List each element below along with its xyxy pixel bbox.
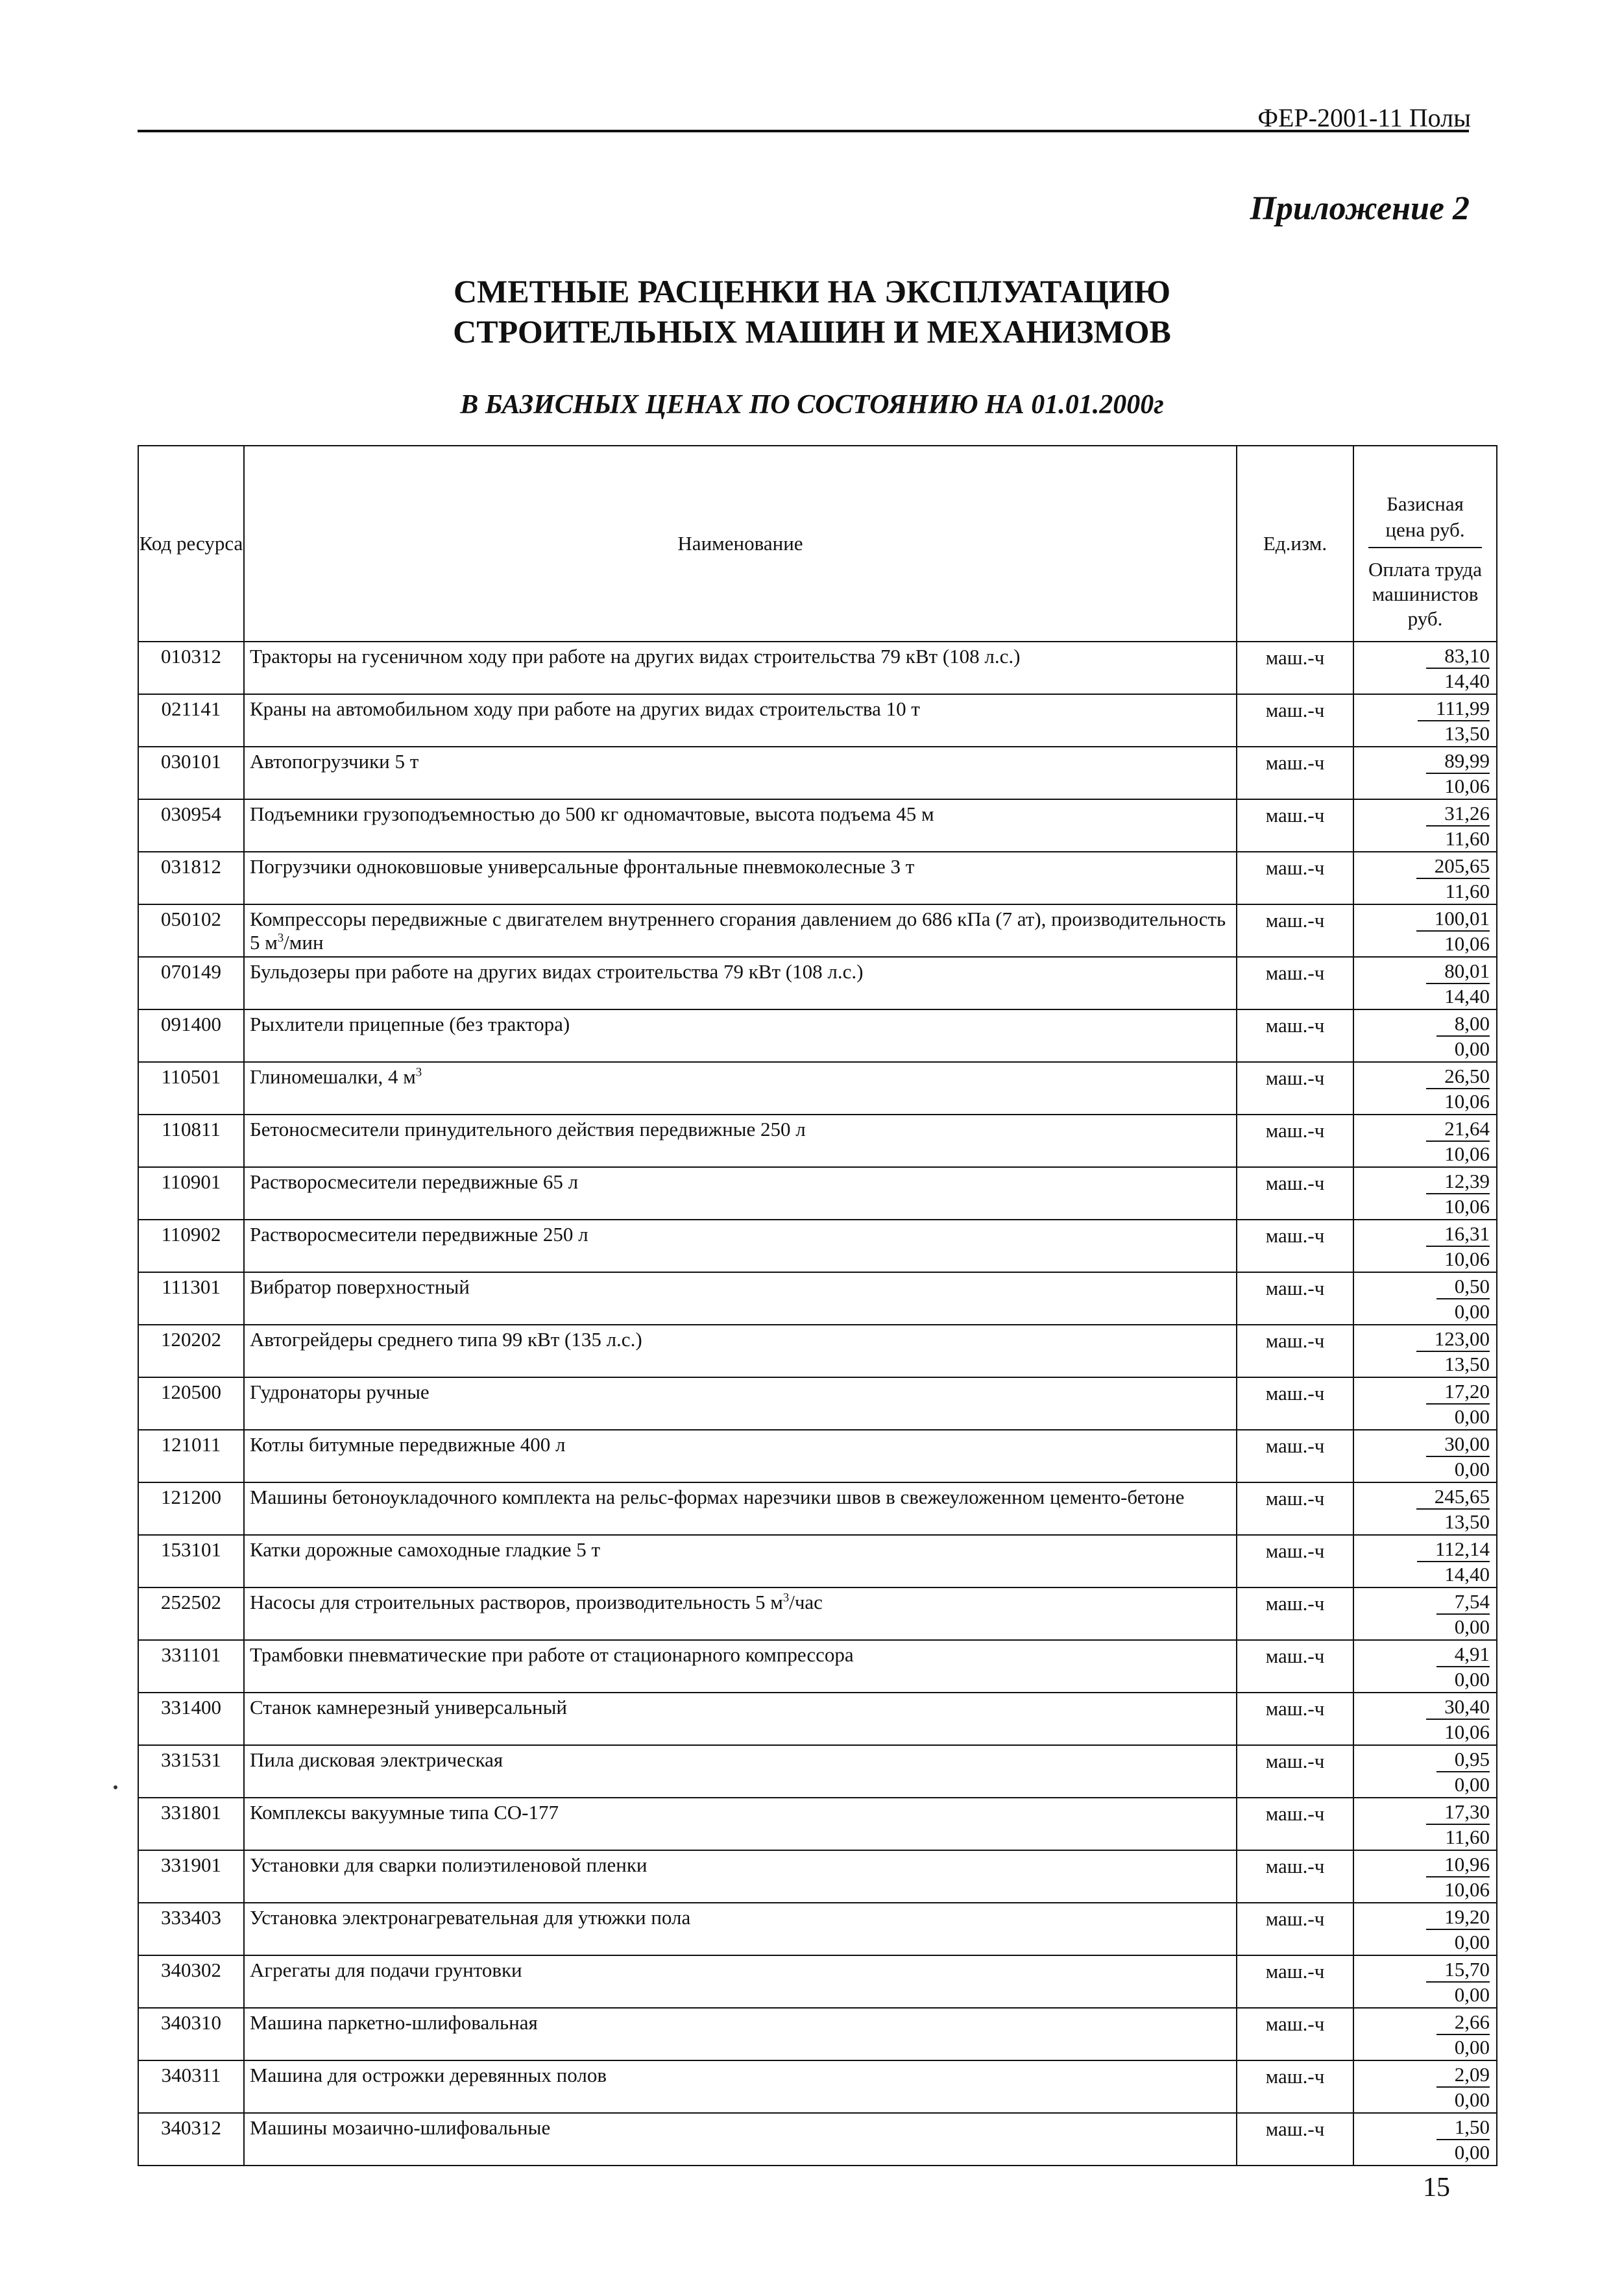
resource-code: 010312 [138, 642, 244, 694]
price-cell [1353, 1798, 1497, 1850]
price-cell [1353, 1745, 1497, 1798]
resource-code: 340310 [138, 2008, 244, 2060]
column-header-code: Код ресурса [138, 446, 244, 642]
base-price: 2,09 [1436, 2063, 1490, 2088]
base-price: 112,14 [1417, 1538, 1490, 1562]
operator-wage: 14,40 [1444, 1563, 1490, 1586]
unit-of-measure: маш.-ч [1237, 2060, 1353, 2113]
operator-wage: 0,00 [1454, 1405, 1490, 1428]
table-row [138, 852, 1497, 904]
unit-of-measure: маш.-ч [1237, 1430, 1353, 1482]
base-price: 89,99 [1426, 749, 1490, 774]
resource-code: 120202 [138, 1325, 244, 1377]
unit-of-measure: маш.-ч [1237, 1535, 1353, 1587]
unit-of-measure: маш.-ч [1237, 1009, 1353, 1062]
column-header-base-price: Базисная цена руб. [1368, 452, 1482, 548]
operator-wage: 0,00 [1454, 1615, 1490, 1638]
operator-wage: 0,00 [1454, 1983, 1490, 2006]
table-row [138, 1220, 1497, 1272]
unit-of-measure: маш.-ч [1237, 694, 1353, 747]
price-cell [1353, 2113, 1497, 2166]
resource-name: Рыхлители прицепные (без трактора) [244, 1009, 1237, 1062]
resource-code: 070149 [138, 957, 244, 1009]
price-cell [1353, 1272, 1497, 1325]
operator-wage: 14,40 [1444, 985, 1490, 1008]
resource-code: 031812 [138, 852, 244, 904]
price-cell [1353, 1062, 1497, 1115]
table-row [138, 1587, 1497, 1640]
base-price: 123,00 [1416, 1327, 1490, 1352]
base-price: 0,50 [1436, 1275, 1490, 1299]
table-row [138, 1377, 1497, 1430]
unit-of-measure: маш.-ч [1237, 1798, 1353, 1850]
resource-name: Котлы битумные передвижные 400 л [244, 1430, 1237, 1482]
base-price: 17,20 [1426, 1380, 1490, 1405]
unit-of-measure: маш.-ч [1237, 2113, 1353, 2166]
operator-wage: 10,06 [1444, 932, 1490, 955]
price-cell [1353, 642, 1497, 694]
unit-of-measure: маш.-ч [1237, 642, 1353, 694]
resource-code: 030101 [138, 747, 244, 799]
price-cell [1353, 747, 1497, 799]
base-price: 8,00 [1436, 1012, 1490, 1037]
base-price: 17,30 [1426, 1800, 1490, 1825]
operator-wage: 13,50 [1444, 722, 1490, 745]
base-price: 26,50 [1426, 1065, 1490, 1089]
unit-of-measure: маш.-ч [1237, 1587, 1353, 1640]
table-row [138, 642, 1497, 694]
price-cell [1353, 1955, 1497, 2008]
table-row [138, 2113, 1497, 2166]
base-price: 15,70 [1426, 1958, 1490, 1983]
price-cell [1353, 1850, 1497, 1903]
table-row [138, 694, 1497, 747]
table-row [138, 1430, 1497, 1482]
resource-name: Краны на автомобильном ходу при работе на других видах строительства 10 т [244, 694, 1237, 747]
base-price: 12,39 [1426, 1170, 1490, 1194]
table-row [138, 1903, 1497, 1955]
base-price: 0,95 [1436, 1748, 1490, 1772]
table-row [138, 1482, 1497, 1535]
resource-name: Машины бетоноукладочного комплекта на рельс-формах нарезчики швов в свежеуложенном цементо-бетоне [244, 1482, 1237, 1535]
table-row [138, 1115, 1497, 1167]
table-row [138, 1272, 1497, 1325]
base-price: 31,26 [1426, 802, 1490, 827]
resource-name: Станок камнерезный универсальный [244, 1693, 1237, 1745]
base-price: 4,91 [1436, 1643, 1490, 1667]
operator-wage: 0,00 [1454, 1458, 1490, 1480]
resource-code: 333403 [138, 1903, 244, 1955]
price-cell [1353, 1220, 1497, 1272]
resource-code: 121200 [138, 1482, 244, 1535]
column-header-name: Наименование [244, 446, 1237, 642]
price-cell [1353, 957, 1497, 1009]
title-line-2: СТРОИТЕЛЬНЫХ МАШИН И МЕХАНИЗМОВ [453, 313, 1171, 350]
base-price: 19,20 [1426, 1905, 1490, 1930]
unit-of-measure: маш.-ч [1237, 1640, 1353, 1693]
resource-name: Глиномешалки, 4 $м^3$ [244, 1062, 1237, 1115]
price-cell [1353, 1167, 1497, 1220]
base-price: 80,01 [1426, 959, 1490, 984]
price-cell [1353, 1535, 1497, 1587]
price-cell [1353, 852, 1497, 904]
base-price: 7,54 [1436, 1590, 1490, 1615]
resource-name: Катки дорожные самоходные гладкие 5 т [244, 1535, 1237, 1587]
unit-of-measure: маш.-ч [1237, 1325, 1353, 1377]
title-line-1: СМЕТНЫЕ РАСЦЕНКИ НА ЭКСПЛУАТАЦИЮ [453, 273, 1171, 309]
table-row [138, 1167, 1497, 1220]
resource-name: Гудронаторы ручные [244, 1377, 1237, 1430]
operator-wage: 10,06 [1444, 1878, 1490, 1901]
base-price: 21,64 [1426, 1117, 1490, 1142]
price-cell [1353, 1377, 1497, 1430]
resource-name: Установки для сварки полиэтиленовой пленки [244, 1850, 1237, 1903]
resource-code: 340302 [138, 1955, 244, 2008]
table-header-row [138, 446, 1497, 642]
table-row [138, 1798, 1497, 1850]
resource-name: Растворосмесители передвижные 65 л [244, 1167, 1237, 1220]
resource-name: Подъемники грузоподъемностью до 500 кг одномачтовые, высота подъема 45 м [244, 799, 1237, 852]
resource-name: Пила дисковая электрическая [244, 1745, 1237, 1798]
operator-wage: 10,06 [1444, 1090, 1490, 1113]
unit-of-measure: маш.-ч [1237, 1272, 1353, 1325]
resource-code: 331101 [138, 1640, 244, 1693]
unit-of-measure: маш.-ч [1237, 957, 1353, 1009]
base-price: 30,00 [1426, 1432, 1490, 1457]
resource-name: Автогрейдеры среднего типа 99 кВт (135 л.с.) [244, 1325, 1237, 1377]
resource-name: Тракторы на гусеничном ходу при работе на других видах строительства 79 кВт (108 л.с.) [244, 642, 1237, 694]
table-row [138, 2060, 1497, 2113]
page-number: 15 [1423, 2173, 1450, 2203]
operator-wage: 0,00 [1454, 2088, 1490, 2111]
resource-name: Вибратор поверхностный [244, 1272, 1237, 1325]
table-row [138, 747, 1497, 799]
resource-code: 340312 [138, 2113, 244, 2166]
operator-wage: 10,06 [1444, 1195, 1490, 1218]
base-price: 2,66 [1436, 2010, 1490, 2035]
price-cell [1353, 1640, 1497, 1693]
table-row [138, 1955, 1497, 2008]
price-cell [1353, 1693, 1497, 1745]
table-row [138, 957, 1497, 1009]
resource-name: Погрузчики одноковшовые универсальные фронтальные пневмоколесные 3 т [244, 852, 1237, 904]
resource-code: 050102 [138, 904, 244, 957]
unit-of-measure: маш.-ч [1237, 1745, 1353, 1798]
resource-code: 091400 [138, 1009, 244, 1062]
unit-of-measure: маш.-ч [1237, 1955, 1353, 2008]
resource-name: Агрегаты для подачи грунтовки [244, 1955, 1237, 2008]
unit-of-measure: маш.-ч [1237, 799, 1353, 852]
operator-wage: 10,06 [1444, 1248, 1490, 1270]
base-price: 100,01 [1416, 907, 1490, 932]
base-price: 83,10 [1426, 644, 1490, 669]
operator-wage: 10,06 [1444, 1720, 1490, 1743]
table-row [138, 1062, 1497, 1115]
resource-name: Машина паркетно-шлифовальная [244, 2008, 1237, 2060]
base-price: 30,40 [1426, 1695, 1490, 1720]
price-cell [1353, 1009, 1497, 1062]
resource-name: Комплексы вакуумные типа СО-177 [244, 1798, 1237, 1850]
operator-wage: 0,00 [1454, 2141, 1490, 2164]
operator-wage: 11,60 [1445, 880, 1490, 902]
table-body [138, 642, 1497, 2166]
rates-table [138, 445, 1497, 2166]
resource-name: Машина для острожки деревянных полов [244, 2060, 1237, 2113]
table-row [138, 1640, 1497, 1693]
price-cell [1353, 2060, 1497, 2113]
resource-code: 110811 [138, 1115, 244, 1167]
operator-wage: 0,00 [1454, 1300, 1490, 1323]
resource-name: Машины мозаично-шлифовальные [244, 2113, 1237, 2166]
operator-wage: 0,00 [1454, 1668, 1490, 1691]
resource-name: Бульдозеры при работе на других видах строительства 79 кВт (108 л.с.) [244, 957, 1237, 1009]
resource-code: 252502 [138, 1587, 244, 1640]
table-row [138, 1325, 1497, 1377]
unit-of-measure: маш.-ч [1237, 1482, 1353, 1535]
resource-name: Бетоносмесители принудительного действия передвижные 250 л [244, 1115, 1237, 1167]
operator-wage: 10,06 [1444, 775, 1490, 797]
resource-code: 331901 [138, 1850, 244, 1903]
page-subtitle: В БАЗИСНЫХ ЦЕНАХ ПО СОСТОЯНИЮ НА 01.01.2000г [460, 390, 1164, 420]
operator-wage: 0,00 [1454, 1931, 1490, 1953]
unit-of-measure: маш.-ч [1237, 1377, 1353, 1430]
column-header-price [1353, 446, 1497, 642]
unit-of-measure: маш.-ч [1237, 1167, 1353, 1220]
resource-name: Компрессоры передвижные с двигателем внутреннего сгорания давлением до 686 кПа (7 ат), производительность 5 $м^3$/мин [244, 904, 1237, 957]
unit-of-measure: маш.-ч [1237, 1693, 1353, 1745]
operator-wage: 0,00 [1454, 1773, 1490, 1796]
resource-code: 120500 [138, 1377, 244, 1430]
unit-of-measure: маш.-ч [1237, 1115, 1353, 1167]
price-cell [1353, 694, 1497, 747]
unit-of-measure: маш.-ч [1237, 1903, 1353, 1955]
resource-code: 340311 [138, 2060, 244, 2113]
resource-name: Насосы для строительных растворов, производительность 5 $м^3$/час [244, 1587, 1237, 1640]
resource-code: 331531 [138, 1745, 244, 1798]
table-row [138, 2008, 1497, 2060]
column-header-wage: Оплата труда машинистов руб. [1368, 558, 1482, 630]
appendix-label: Приложение 2 [1250, 190, 1470, 227]
base-price: 245,65 [1416, 1485, 1490, 1510]
resource-code: 153101 [138, 1535, 244, 1587]
unit-of-measure: маш.-ч [1237, 1850, 1353, 1903]
unit-of-measure: маш.-ч [1237, 747, 1353, 799]
header-rule [138, 130, 1469, 132]
operator-wage: 11,60 [1445, 1826, 1490, 1848]
resource-code: 111301 [138, 1272, 244, 1325]
resource-name: Трамбовки пневматические при работе от стационарного компрессора [244, 1640, 1237, 1693]
operator-wage: 13,50 [1444, 1353, 1490, 1375]
base-price: 111,99 [1418, 697, 1490, 721]
resource-code: 021141 [138, 694, 244, 747]
operator-wage: 10,06 [1444, 1142, 1490, 1165]
unit-of-measure: маш.-ч [1237, 2008, 1353, 2060]
resource-code: 331400 [138, 1693, 244, 1745]
resource-code: 121011 [138, 1430, 244, 1482]
resource-code: 331801 [138, 1798, 244, 1850]
column-header-unit: Ед.изм. [1237, 446, 1353, 642]
resource-code: 110902 [138, 1220, 244, 1272]
price-cell [1353, 799, 1497, 852]
price-cell [1353, 1325, 1497, 1377]
table-row [138, 799, 1497, 852]
document-code: ФЕР-2001-11 Полы [1257, 103, 1471, 132]
resource-code: 110901 [138, 1167, 244, 1220]
price-cell [1353, 1115, 1497, 1167]
unit-of-measure: маш.-ч [1237, 852, 1353, 904]
table-row [138, 1535, 1497, 1587]
table-row [138, 1850, 1497, 1903]
base-price: 1,50 [1436, 2116, 1490, 2140]
price-cell [1353, 904, 1497, 957]
base-price: 10,96 [1426, 1853, 1490, 1877]
operator-wage: 0,00 [1454, 1037, 1490, 1060]
price-cell [1353, 1903, 1497, 1955]
price-cell [1353, 1587, 1497, 1640]
resource-name: Установка электронагревательная для утюжки пола [244, 1903, 1237, 1955]
table-row [138, 1745, 1497, 1798]
table-row [138, 904, 1497, 957]
page-title [0, 271, 1624, 352]
operator-wage: 14,40 [1444, 670, 1490, 692]
unit-of-measure: маш.-ч [1237, 1220, 1353, 1272]
price-cell [1353, 1482, 1497, 1535]
resource-name: Автопогрузчики 5 т [244, 747, 1237, 799]
resource-name: Растворосмесители передвижные 250 л [244, 1220, 1237, 1272]
resource-code: 110501 [138, 1062, 244, 1115]
resource-code: 030954 [138, 799, 244, 852]
price-cell [1353, 2008, 1497, 2060]
table-row [138, 1693, 1497, 1745]
table-row [138, 1009, 1497, 1062]
operator-wage: 11,60 [1445, 827, 1490, 850]
operator-wage: 13,50 [1444, 1510, 1490, 1533]
base-price: 205,65 [1416, 854, 1490, 879]
base-price: 16,31 [1426, 1222, 1490, 1247]
scan-dot [114, 1785, 117, 1789]
unit-of-measure: маш.-ч [1237, 1062, 1353, 1115]
price-cell [1353, 1430, 1497, 1482]
unit-of-measure: маш.-ч [1237, 904, 1353, 957]
operator-wage: 0,00 [1454, 2036, 1490, 2058]
